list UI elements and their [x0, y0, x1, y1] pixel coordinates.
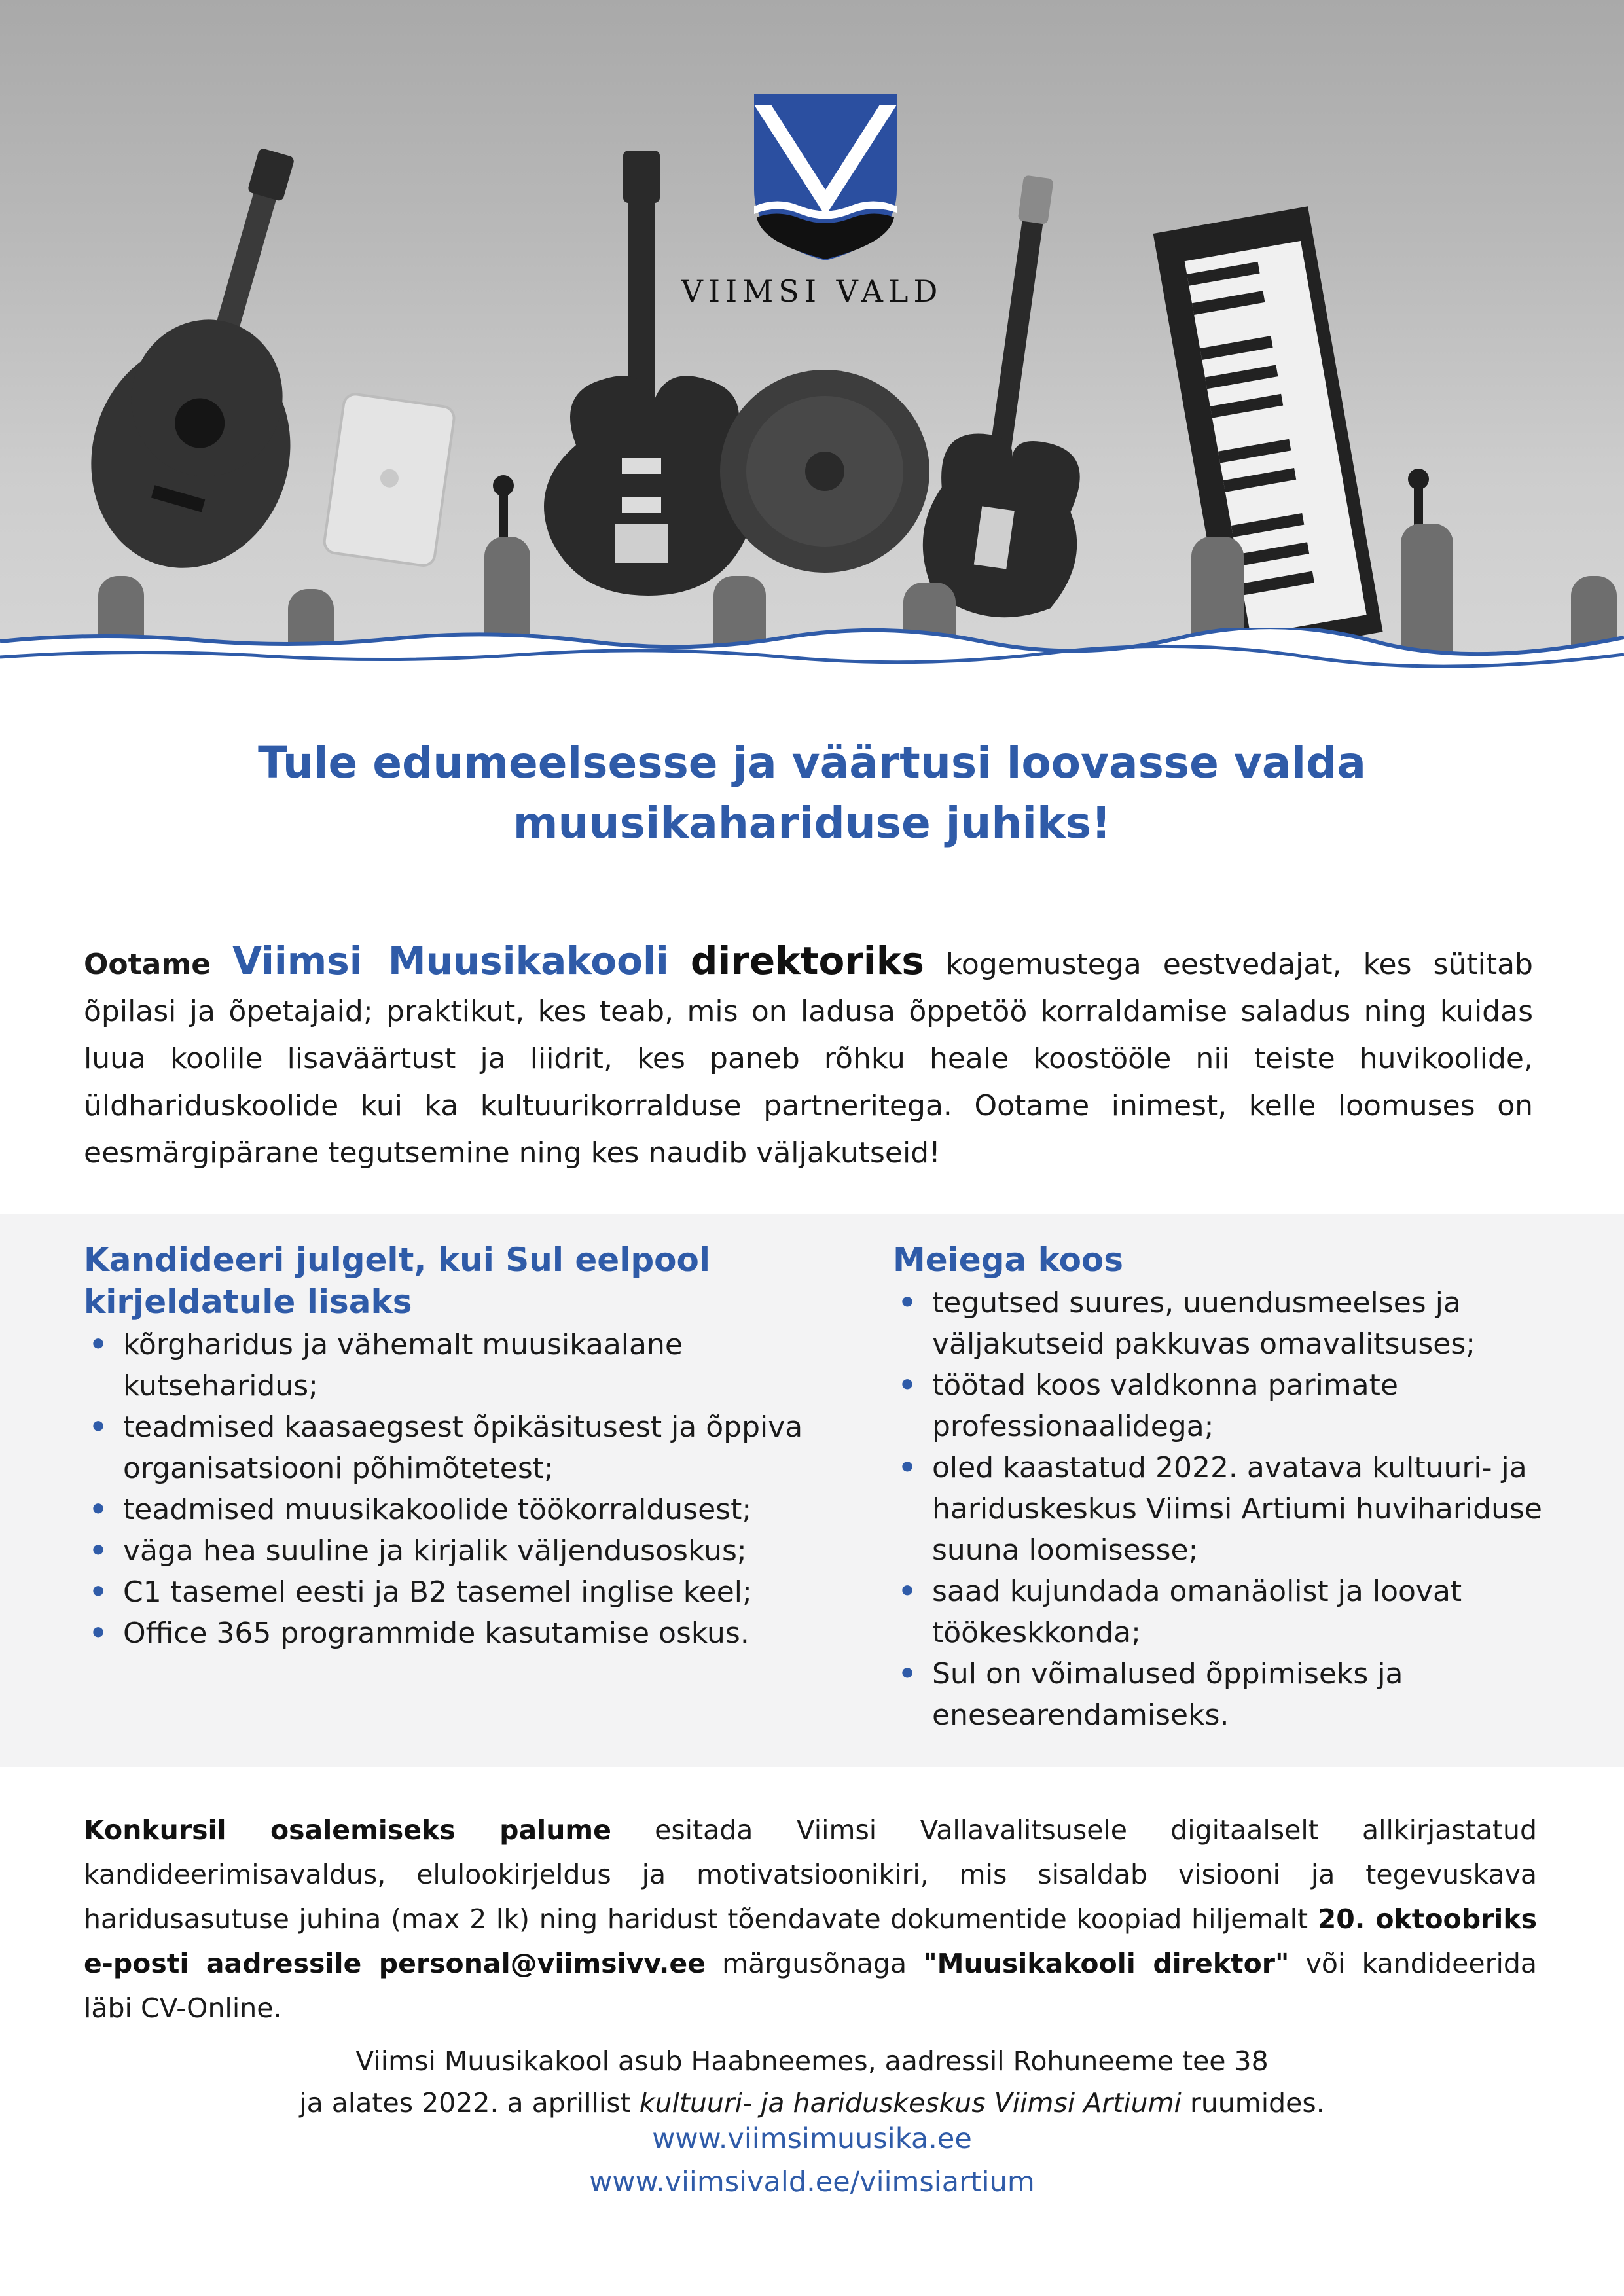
link-viimsimuusika[interactable]: www.viimsimuusika.ee — [652, 2123, 972, 2155]
list-item — [84, 1530, 830, 1571]
list-item-text: Office 365 programmide kasutamise oskus. — [123, 1617, 749, 1650]
list-item-text: C1 tasemel eesti ja B2 tasemel inglise keel; — [123, 1575, 752, 1609]
requirements-list — [84, 1324, 830, 1654]
intro-role: direktoriks — [690, 939, 924, 983]
list-item — [84, 1489, 830, 1530]
bullet-icon: • — [89, 1575, 108, 1609]
list-item-text: oled kaastatud 2022. avatava kultuuri- ja hariduskeskus Viimsi Artiumi huvihariduse suuna loomisesse; — [932, 1451, 1542, 1567]
list-item — [84, 1407, 830, 1489]
list-item-text: teadmised muusikakoolide töökorraldusest; — [123, 1493, 752, 1526]
bullet-icon: • — [89, 1328, 108, 1361]
list-item — [84, 1571, 830, 1613]
offer-list — [893, 1282, 1547, 1736]
list-item-text: tegutsed suures, uuendusmeelses ja väljakutseid pakkuvas omavalitsuses; — [932, 1286, 1476, 1361]
requirements-heading-line-2: kirjeldatule lisaks — [84, 1283, 412, 1321]
bullet-icon: • — [898, 1657, 917, 1691]
list-item-text: töötad koos valdkonna parimate professionaalidega; — [932, 1369, 1398, 1443]
application-text-2: märgusõnaga — [705, 1948, 924, 1979]
link-viimsiartium[interactable]: www.viimsivald.ee/viimsiartium — [589, 2166, 1035, 2198]
bullet-icon: • — [898, 1369, 917, 1402]
list-item-text: kõrgharidus ja vähemalt muusikaalane kutseharidus; — [123, 1328, 683, 1403]
list-item-text: teadmised kaasaegsest õpikäsitusest ja õppiva organisatsiooni põhimõtetest; — [123, 1410, 803, 1485]
intro-paragraph — [84, 937, 1533, 1177]
offer-section — [893, 1239, 1547, 1736]
list-item-text: väga hea suuline ja kirjalik väljendusoskus; — [123, 1534, 747, 1568]
bullet-icon: • — [898, 1286, 917, 1319]
list-item-text: saad kujundada omanäolist ja loovat töökeskkonda; — [932, 1575, 1462, 1649]
offer-heading: Meiega koos — [893, 1241, 1124, 1279]
application-keyword: "Muusikakooli direktor" — [923, 1948, 1290, 1979]
bullet-icon: • — [89, 1410, 108, 1444]
intro-school-name: Viimsi Muusikakooli — [232, 939, 669, 983]
address-line-2-italic: kultuuri- ja hariduskeskus Viimsi Artiumi — [639, 2087, 1182, 2119]
list-item — [84, 1324, 830, 1407]
bullet-icon: • — [89, 1534, 108, 1568]
list-item-text: Sul on võimalused õppimiseks ja enesearendamiseks. — [932, 1657, 1403, 1732]
list-item — [84, 1613, 830, 1654]
address-line-2-start: ja alates 2022. a aprillist — [299, 2087, 640, 2119]
viimsi-coat-of-arms-icon — [751, 92, 899, 263]
requirements-heading — [84, 1239, 830, 1323]
application-deadline: 20. oktoobriks e-posti aadressile personal@viimsivv.ee — [84, 1903, 1537, 1979]
address-block — [0, 2040, 1624, 2124]
list-item — [893, 1653, 1547, 1736]
list-item — [893, 1282, 1547, 1365]
list-item — [893, 1365, 1547, 1447]
address-line-2-end: ruumides. — [1181, 2087, 1325, 2119]
bullet-icon: • — [898, 1451, 917, 1484]
hero-image — [0, 0, 1624, 681]
intro-body: kogemustega eestvedajat, kes sütitab õpilasi ja õpetajaid; praktikut, kes teab, mis on ladusa õppetöö korraldamise saladus ning kuidas luua koolile lisaväärtust ja liidrit, kes paneb rõhku heale koostööle nii teiste huvikoolide, üldhariduskoolide kui ka kultuurikorralduse partneritega. Ootame inimest, kelle loomuses on eesmärgipärane tegutsemine ning kes naudib väljakutseid! — [84, 948, 1533, 1170]
bullet-icon: • — [898, 1575, 917, 1608]
intro-lead: Ootame — [84, 948, 211, 981]
requirements-section — [84, 1239, 830, 1654]
bullet-icon: • — [89, 1617, 108, 1650]
application-text-3: või kandideerida läbi CV-Online. — [84, 1948, 1537, 2024]
requirements-heading-line-1: Kandideeri julgelt, kui Sul eelpool — [84, 1241, 710, 1279]
application-lead: Konkursil osalemiseks palume — [84, 1814, 611, 1846]
bullet-icon: • — [89, 1493, 108, 1526]
page-title-line-2: muusikahariduse juhiks! — [513, 798, 1111, 848]
list-item — [893, 1447, 1547, 1571]
links-block — [0, 2117, 1624, 2204]
page-title-line-1: Tule edumeelsesse ja väärtusi loovasse valda — [258, 738, 1366, 788]
wave-divider — [0, 628, 1624, 681]
list-item — [893, 1571, 1547, 1653]
application-paragraph — [84, 1808, 1537, 2030]
page-title — [118, 733, 1506, 853]
logo-text: VIIMSI VALD — [681, 274, 943, 309]
address-line-1: Viimsi Muusikakool asub Haabneemes, aadressil Rohuneeme tee 38 — [355, 2045, 1269, 2077]
application-text-1: esitada Viimsi Vallavalitsusele digitaalselt allkirjastatud kandideerimisavaldus, elulookirjeldus ja motivatsioonikiri, mis sisaldab visiooni ja tegevuskava haridusasutuse juhina (max 2 lk) ning haridust tõendavate dokumentide koopiad hiljemalt — [84, 1814, 1538, 1935]
